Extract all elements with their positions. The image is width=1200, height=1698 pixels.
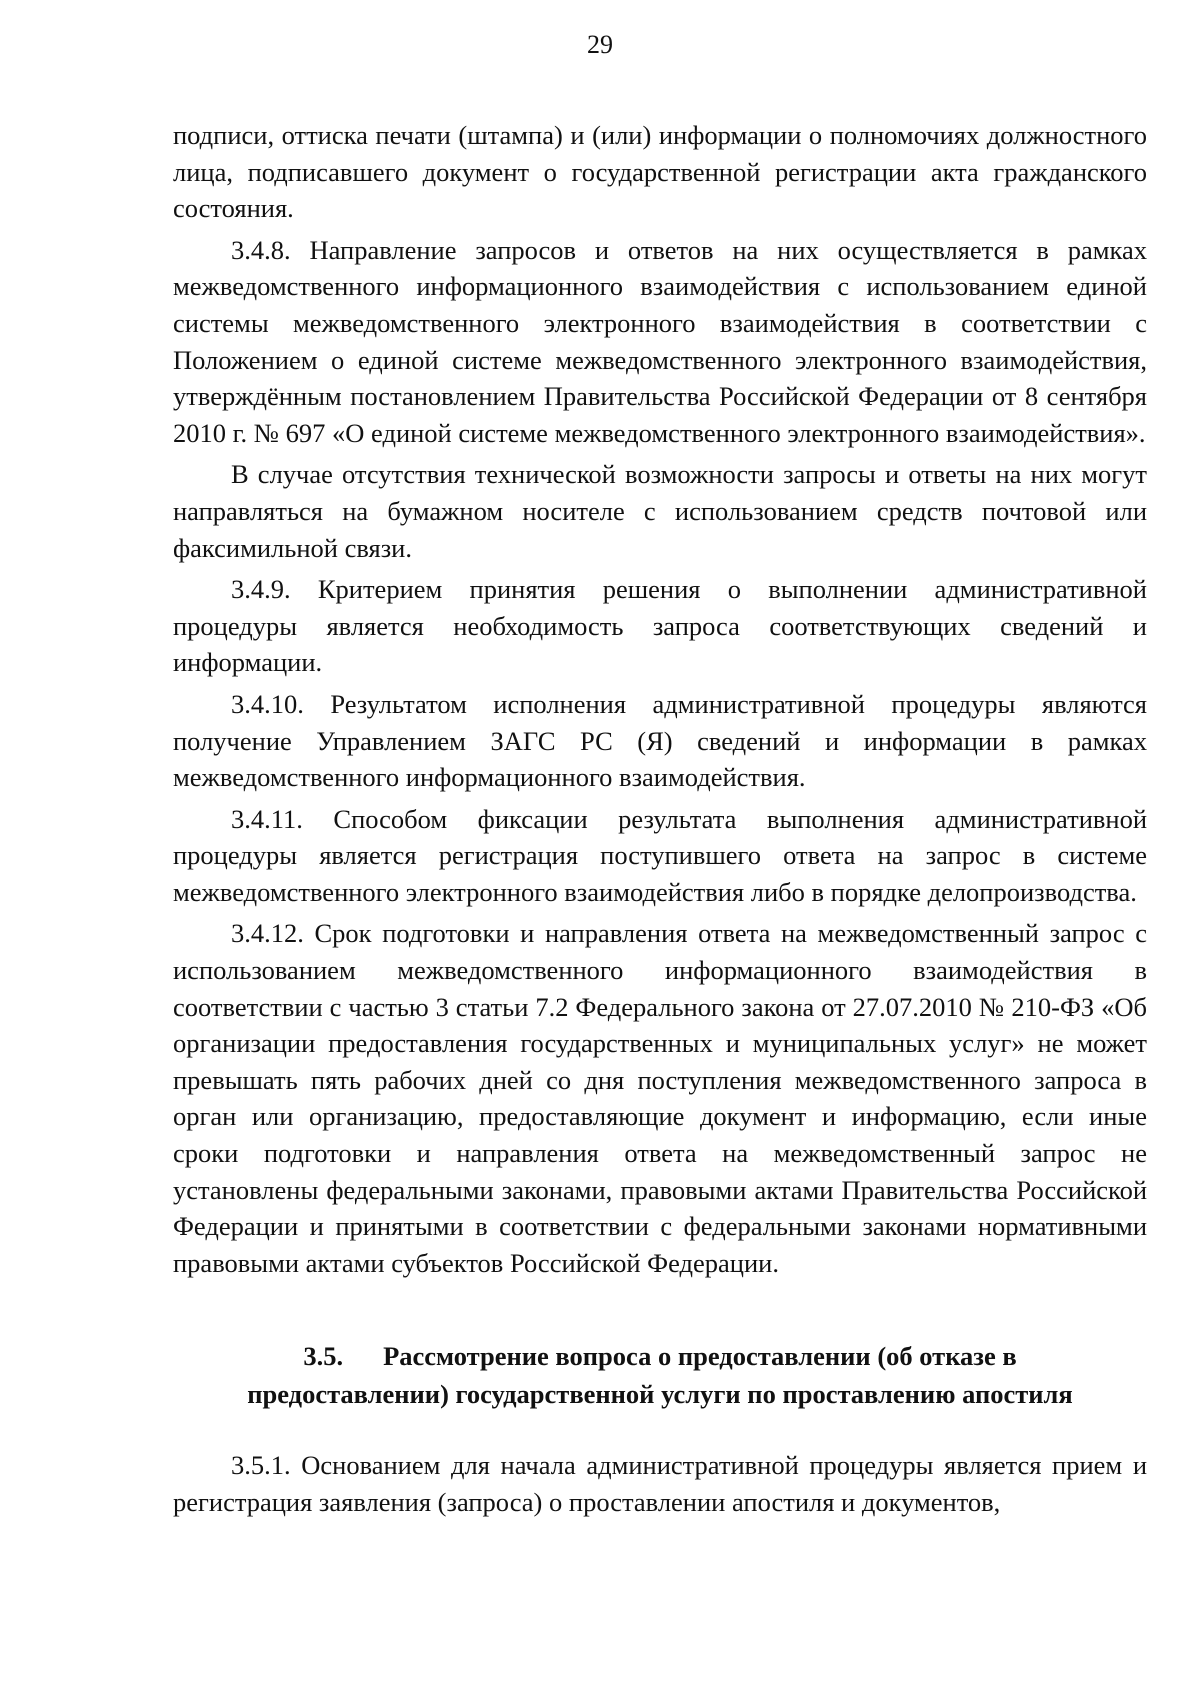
document-body	[173, 117, 1147, 1521]
paragraph-3-4-8: 3.4.8. Направление запросов и ответов на них осуществляется в рамках межведомственного информационного взаимодействия с использованием единой системы межведомственного электронного взаимодействия в соответствии с Положением о единой системе межведомственного электронного взаимодействия, утверждённым постановлением Правительства Российской Федерации от 8 сентября 2010 г. № 697 «О единой системе межведомственного электронного взаимодействия».	[173, 234, 1147, 448]
section-heading-3-5	[173, 1337, 1147, 1413]
paragraph-continuation: подписи, оттиска печати (штампа) и (или) информации о полномочиях должностного лица, подписавшего документ о государственной регистрации акта гражданского состояния.	[173, 120, 1147, 224]
paragraph-3-4-10: 3.4.10. Результатом исполнения административной процедуры являются получение Управлением ЗАГС РС (Я) сведений и информации в рамках межведомственного информационного взаимодействия.	[173, 688, 1147, 793]
paragraph-3-4-12: 3.4.12. Срок подготовки и направления ответа на межведомственный запрос с использованием межведомственного информационного взаимодействия в соответствии с частью 3 статьи 7.2 Федерального закона от 27.07.2010 № 210-ФЗ «Об организации предоставления государственных и муниципальных услуг» не может превышать пять рабочих дней со дня поступления межведомственного запроса в орган или организацию, предоставляющие документ и информацию, если иные сроки подготовки и направления ответа на межведомственный запрос не установлены федеральными законами, правовыми актами Правительства Российской Федерации и принятыми в соответствии с федеральными законами нормативными правовыми актами субъектов Российской Федерации.	[173, 918, 1147, 1278]
section-heading-line1	[173, 1337, 1147, 1375]
section-number: 3.5.	[303, 1341, 344, 1372]
paragraph-3-5-1: 3.5.1. Основанием для начала административной процедуры является прием и регистрация заявления (запроса) о проставлении апостиля и документов,	[173, 1450, 1147, 1517]
section-title-part2: предоставлении) государственной услуги по проставлению апостиля	[247, 1379, 1073, 1410]
page-number: 29	[587, 30, 613, 59]
paragraph-no-technical-possibility: В случае отсутствия технической возможности запросы и ответы на них могут направляться на бумажном носителе с использованием средств почтовой или факсимильной связи.	[173, 459, 1147, 563]
paragraph-3-4-9: 3.4.9. Критерием принятия решения о выполнении административной процедуры является необходимость запроса соответствующих сведений и информации.	[173, 574, 1147, 678]
section-title-part1: Рассмотрение вопроса о предоставлении (об отказе в	[383, 1341, 1017, 1372]
paragraph-3-4-11: 3.4.11. Способом фиксации результата выполнения административной процедуры является регистрация поступившего ответа на запрос в системе межведомственного электронного взаимодействия либо в порядке делопроизводства.	[173, 803, 1147, 907]
